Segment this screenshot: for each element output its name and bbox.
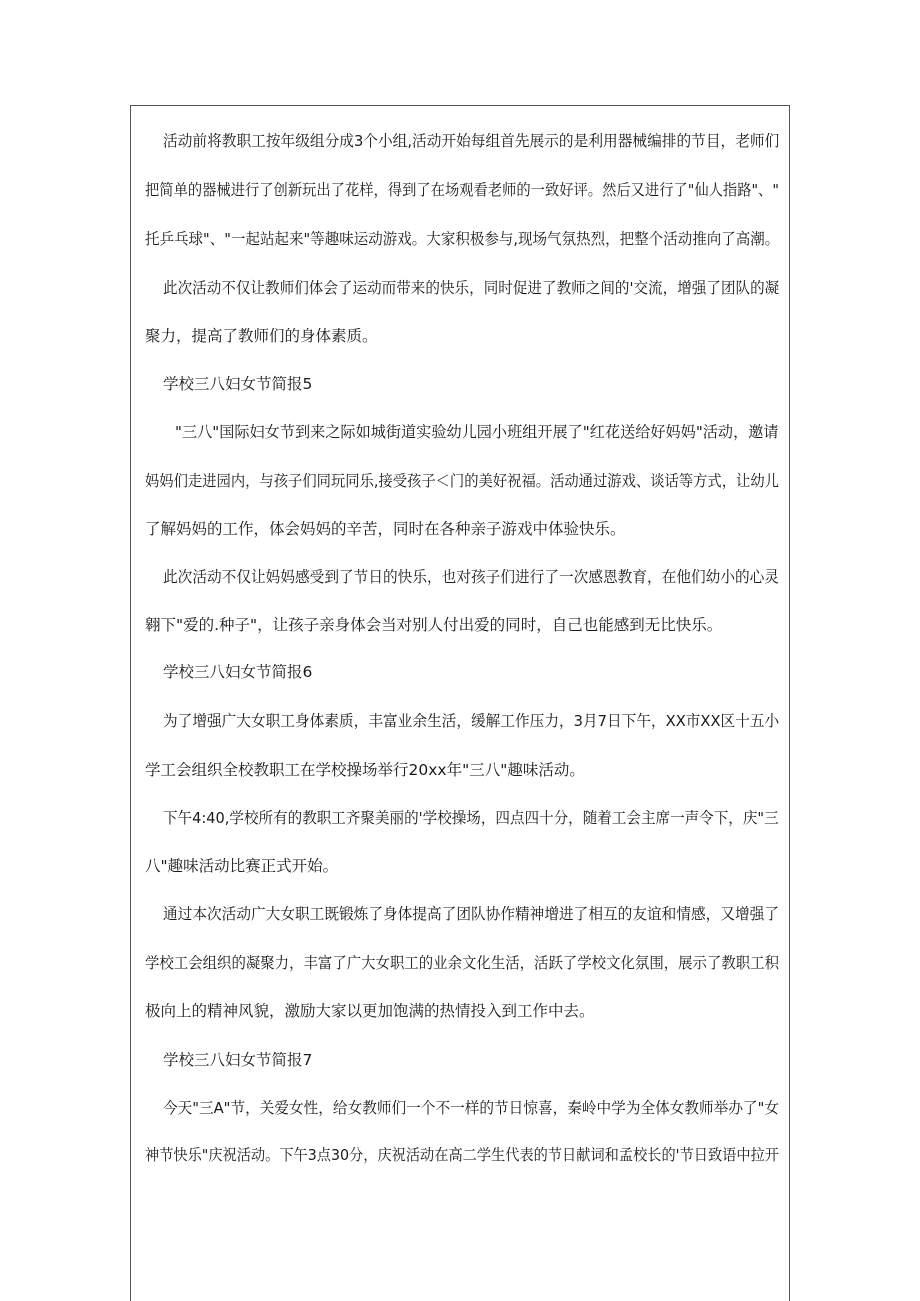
text-line: 极向上的精神风貌，激励大家以更加饱满的热情投入到工作中去。 xyxy=(145,1002,595,1020)
text-line: 神节快乐"庆祝活动。下午3点30分，庆祝活动在高二学生代表的节日献词和孟校长的'节日致语中拉开 xyxy=(145,1146,779,1164)
text-line: 学工会组织全校教职工在学校操场举行20xx年"三八"趣味活动。 xyxy=(145,761,585,779)
text-line: "三八"国际妇女节到来之际如城街道实验幼儿园小班组开展了"红花送给好妈妈"活动，邀请 xyxy=(175,423,779,441)
section-heading: 学校三八妇女节简报5 xyxy=(163,375,313,393)
text-line: 聚力，提高了教师们的身体素质。 xyxy=(145,327,378,345)
text-line: 八"趣味活动比赛正式开始。 xyxy=(145,857,339,875)
text-line: 今天"三A"节，关爱女性，给女教师们一个不一样的节日惊喜，秦岭中学为全体女教师举办了"女 xyxy=(163,1099,779,1117)
text-line: 妈妈们走进园内，与孩子们同玩同乐,接受孩子＜门的美好祝福。活动通过游戏、谈话等方式，让幼儿 xyxy=(145,472,779,490)
text-line: 下午4:40,学校所有的教职工齐聚美丽的'学校操场，四点四十分，随着工会主席一声令下，庆"三 xyxy=(163,809,779,827)
text-line: 把简单的器械进行了创新玩出了花样，得到了在场观看老师的一致好评。然后又进行了"仙人指路"、" xyxy=(145,181,779,199)
text-line: 通过本次活动广大女职工既锻炼了身体提高了团队协作精神增进了相互的友谊和情感，又增强了 xyxy=(163,905,780,923)
text-line: 为了增强广大女职工身体素质，丰富业余生活，缓解工作压力，3月7日下午，XX市XX区十五小 xyxy=(163,712,780,730)
text-line: 托乒乓球"、"一起站起来"等趣味运动游戏。大家积极参与,现场气氛热烈，把整个活动推向了高潮。 xyxy=(145,230,780,248)
text-line: 学校工会组织的凝聚力，丰富了广大女职工的业余文化生活，活跃了学校文化氛围，展示了教职工积 xyxy=(145,954,780,972)
text-line: 此次活动不仅让妈妈感受到了节日的快乐，也对孩子们进行了一次感恩教育，在他们幼小的心灵 xyxy=(163,568,780,586)
text-line: 了解妈妈的工作，体会妈妈的辛苦，同时在各种亲子游戏中体验快乐。 xyxy=(145,520,626,538)
section-heading: 学校三八妇女节简报6 xyxy=(163,663,313,681)
text-line: 此次活动不仅让教师们体会了运动而带来的快乐，同时促进了教师之间的'交流，增强了团队的凝 xyxy=(163,279,780,297)
text-line: 翱下"爱的.种子"，让孩子亲身体会当对别人付出爱的同时，自己也能感到无比快乐。 xyxy=(145,616,723,634)
text-line: 活动前将教职工按年级组分成3个小组,活动开始每组首先展示的是利用器械编排的节目，老师们 xyxy=(163,132,780,150)
section-heading: 学校三八妇女节简报7 xyxy=(163,1051,313,1069)
